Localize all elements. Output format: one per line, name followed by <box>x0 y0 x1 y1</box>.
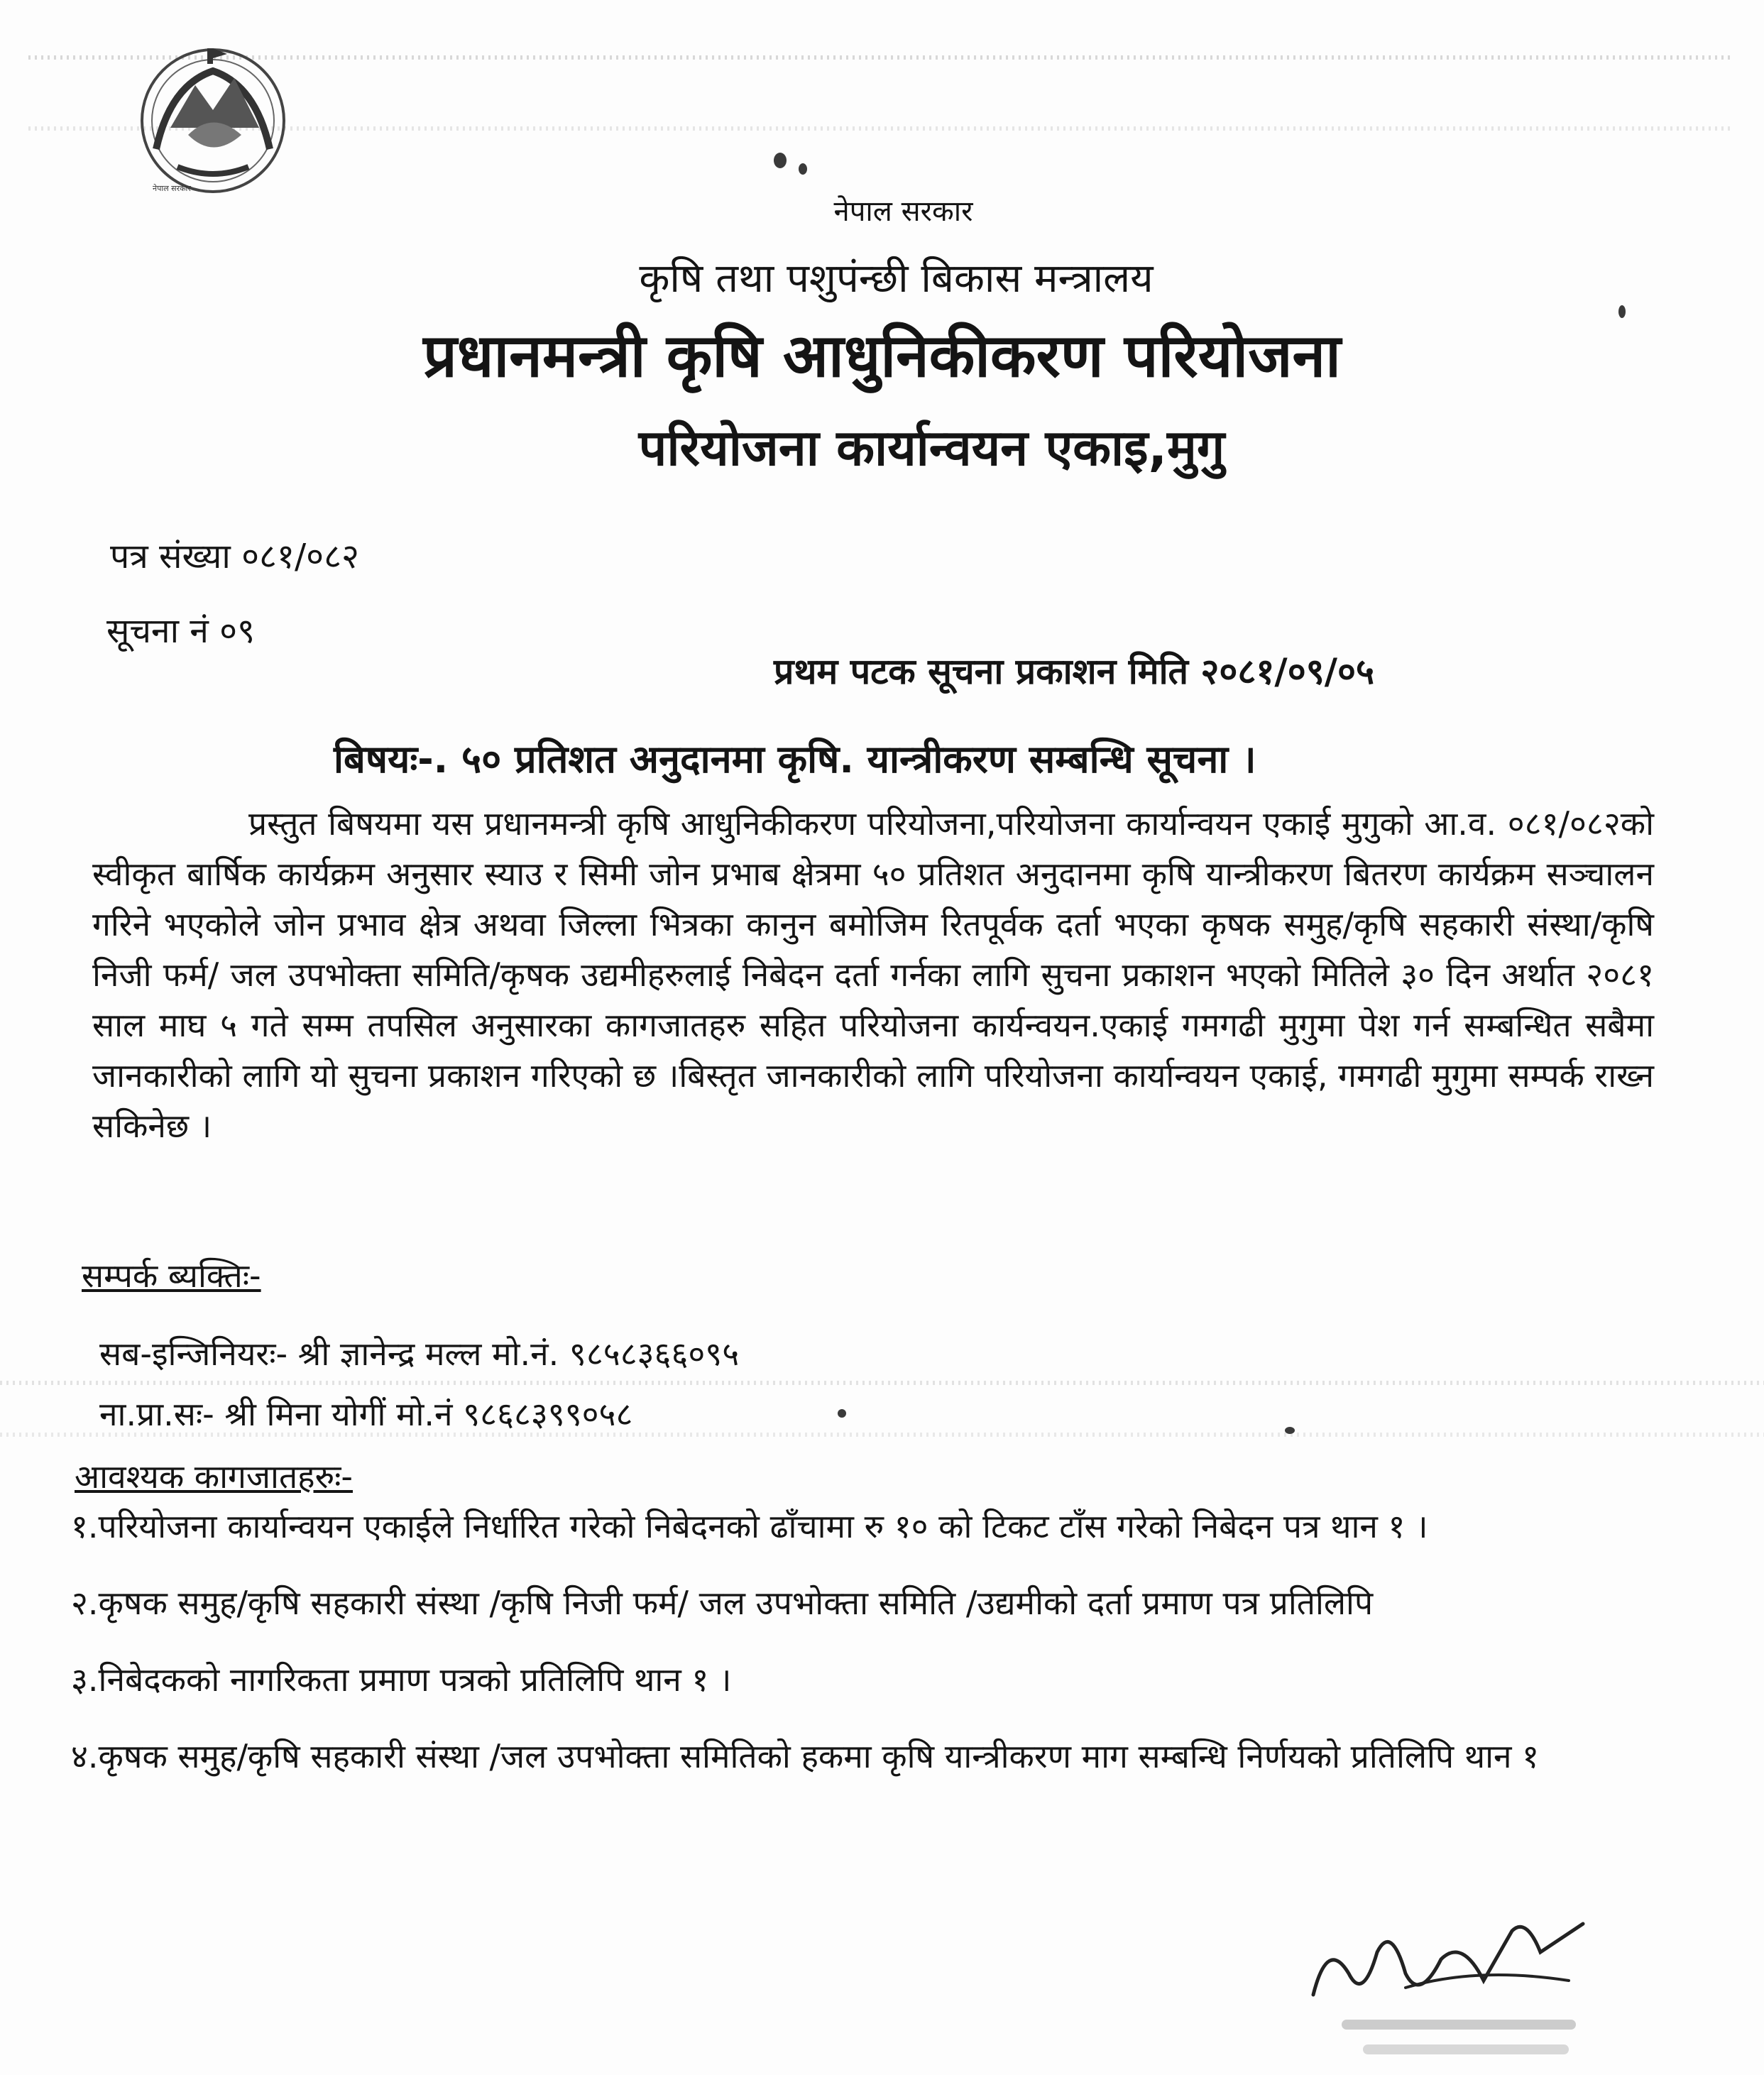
scan-speck <box>1618 305 1626 318</box>
scan-speck <box>799 163 807 175</box>
scan-speck <box>838 1409 846 1418</box>
emblem-caption: नेपाल सरकार <box>153 184 191 193</box>
project-name: प्रधानमन्त्री कृषि आधुनिकीकरण परियोजना <box>423 321 1341 390</box>
documents-list <box>71 1501 1633 1808</box>
letter-number: पत्र संख्या ०८१/०८२ <box>110 537 360 576</box>
documents-heading: आवश्यक कागजातहरुः- <box>75 1457 353 1496</box>
signature <box>1299 1910 1597 2016</box>
list-item: ४.कृषक समुह/कृषि सहकारी संस्था /जल उपभोक्ता समितिको हकमा कृषि यान्त्रीकरण माग सम्बन्धि निर्णयको प्रतिलिपि थान १ <box>71 1737 1540 1775</box>
stamp-mark <box>1335 2009 1590 2066</box>
scan-speck <box>774 153 787 168</box>
list-item: ३.निबेदकको नागरिकता प्रमाण पत्रको प्रतिलिपि थान १ । <box>71 1660 732 1699</box>
body-paragraph: प्रस्तुत बिषयमा यस प्रधानमन्त्री कृषि आधुनिकीकरण परियोजना,परियोजना कार्यान्वयन एकाई मुगुको आ.व. ०८१/०८२को स्वीकृत बार्षिक कार्यक्रम अनुसार स्याउ र सिमी जोन प्रभाब क्षेत्रमा ५० प्रतिशत अनुदानमा कृषि यान्त्रीकरण बितरण कार्यक्रम सञ्चालन गरिने भएकोले जोन प्रभाव क्षेत्र अथवा जिल्ला भित्रका कानुन बमोजिम रितपूर्वक दर्ता भएका कृषक समुह/कृषि सहकारी संस्था/कृषि निजी फर्म/ जल उपभोक्ता समिति/कृषक उद्यमीहरुलाई निबेदन दर्ता गर्नका लागि सुचना प्रकाशन भएको मितिले ३० दिन अर्थात २०८१ साल माघ ५ गते सम्म तपसिल अनुसारका कागजातहरु सहित परियोजना कार्यन्वयन.एकाई गमगढी मुगुमा पेश गर्न सम्बन्धित सबैमा जानकारीको लागि यो सुचना प्रकाशन गरिएको छ ।बिस्तृत जानकारीको लागि परियोजना कार्यान्वयन एकाई, गमगढी मुगुमा सम्पर्क राख्न सकिनेछ । <box>92 804 1654 1145</box>
notice-number: सूचना नं ०९ <box>106 611 256 651</box>
nepal-government-emblem-icon <box>128 43 298 199</box>
scan-streak <box>0 1381 1764 1385</box>
government-name: नेपाल सरकार <box>833 195 973 228</box>
scan-speck <box>1285 1427 1295 1434</box>
publish-date: प्रथम पटक सूचना प्रकाशन मिति २०८१/०९/०५ <box>774 651 1374 692</box>
contact-person: ना.प्रा.सः- श्री मिना योगीं मो.नं ९८६८३९९०५८ <box>99 1395 633 1433</box>
list-item: १.परियोजना कार्यान्वयन एकाईले निर्धारित गरेको निबेदनको ढाँचामा रु १० को टिकट टाँस गरेको निबेदन पत्र थान १ । <box>71 1507 1428 1545</box>
contact-person: सब-इन्जिनियरः- श्री ज्ञानेन्द्र मल्ल मो.नं. ९८५८३६६०९५ <box>99 1335 740 1373</box>
contacts-heading: सम्पर्क ब्यक्तिः- <box>82 1257 261 1295</box>
ministry-name: कृषि तथा पशुपंन्छी बिकास मन्त्रालय <box>639 256 1154 302</box>
list-item: २.कृषक समुह/कृषि सहकारी संस्था /कृषि निजी फर्म/ जल उपभोक्ता समिति /उद्यमीको दर्ता प्रमाण पत्र प्रतिलिपि <box>71 1584 1374 1622</box>
unit-name: परियोजना कार्यान्वयन एकाइ,मुगु <box>638 419 1225 477</box>
subject-line: बिषयः-. ५० प्रतिशत अनुदानमा कृषि. यान्त्रीकरण सम्बन्धि सूचना । <box>334 737 1256 782</box>
